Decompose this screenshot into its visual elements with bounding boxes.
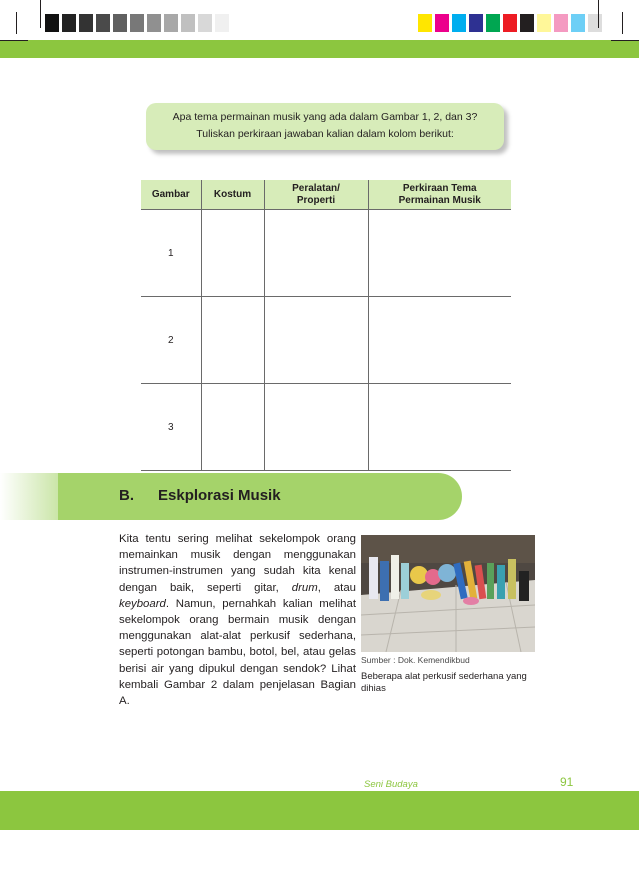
cell-kostum[interactable] xyxy=(201,297,264,384)
table-row xyxy=(141,384,511,471)
cell-tema[interactable] xyxy=(368,384,511,471)
body-paragraph xyxy=(119,531,356,709)
cell-kostum[interactable] xyxy=(201,384,264,471)
section-letter: B. xyxy=(119,487,134,504)
footer-book-title: Seni Budaya xyxy=(364,779,418,790)
body-emphasis-keyboard: keyboard xyxy=(119,597,166,610)
page-number: 91 xyxy=(560,775,574,789)
answer-table xyxy=(141,180,511,471)
header-tema-line1: Perkiraan Tema xyxy=(402,182,477,194)
section-title: Eskplorasi Musik xyxy=(158,487,281,504)
photo-caption: Beberapa alat perkusif sederhana yang dihias xyxy=(361,671,527,694)
row-number: 3 xyxy=(141,384,201,471)
callout-line-2: Tuliskan perkiraan jawaban kalian dalam kolom berikut: xyxy=(196,128,454,140)
instruction-callout xyxy=(146,103,504,150)
row-number: 1 xyxy=(141,210,201,297)
photo-credit: Sumber : Dok. Kemendikbud xyxy=(361,655,470,665)
body-text-part3: . Namun, pernahkah kalian melihat sekelompok orang bermain musik dengan menggunakan alat-alat perkusif sederhana, seperti potongan bambu, botol, bel, atau gelas berisi air yang dipukul dengan sendok? Lihat kembali Gambar 2 dalam penjelasan Bagian A. xyxy=(119,597,356,708)
footer-margin xyxy=(0,830,639,874)
cell-peralatan[interactable] xyxy=(264,384,368,471)
header-kostum: Kostum xyxy=(201,180,264,210)
cell-peralatan[interactable] xyxy=(264,297,368,384)
cell-tema[interactable] xyxy=(368,297,511,384)
callout-line-1: Apa tema permainan musik yang ada dalam Gambar 1, 2, dan 3? xyxy=(172,111,478,123)
header-tema-line2: Permainan Musik xyxy=(398,194,481,206)
table-row xyxy=(141,297,511,384)
body-emphasis-drum: drum xyxy=(291,581,318,594)
percussion-photo-illustration xyxy=(361,535,535,652)
cell-kostum[interactable] xyxy=(201,210,264,297)
header-gambar: Gambar xyxy=(141,180,201,210)
body-text-part2: , atau xyxy=(317,581,356,594)
table-row xyxy=(141,210,511,297)
header-peralatan xyxy=(264,180,368,210)
percussion-photo xyxy=(361,535,535,652)
cell-tema[interactable] xyxy=(368,210,511,297)
body-text-part1: Kita tentu sering melihat sekelompok orang memainkan musik dengan menggunakan instrumen-instrumen yang sudah kita kenal dengan baik, seperti gitar, xyxy=(119,533,356,594)
cell-peralatan[interactable] xyxy=(264,210,368,297)
row-number: 2 xyxy=(141,297,201,384)
header-peralatan-line2: Properti xyxy=(296,194,336,206)
header-perkiraan-tema xyxy=(368,180,511,210)
header-peralatan-line1: Peralatan/ xyxy=(292,182,340,194)
table-header-row xyxy=(141,180,511,210)
